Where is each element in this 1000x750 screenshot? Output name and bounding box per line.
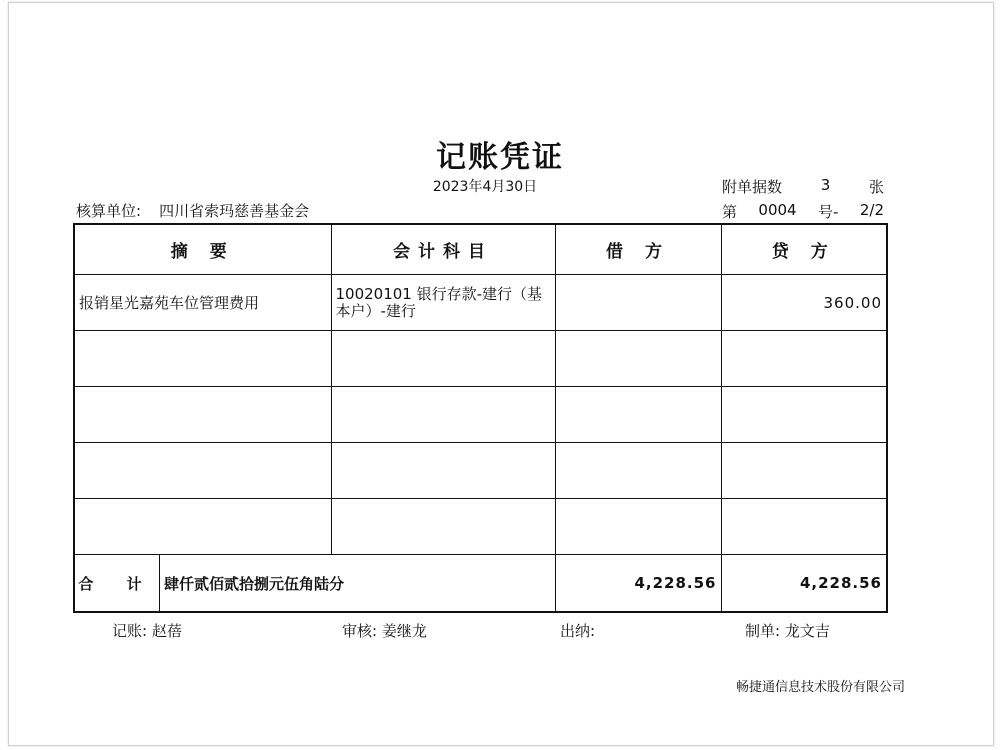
voucher-table: [73, 223, 888, 613]
credit-cell: [721, 387, 887, 443]
summary-cell: [74, 499, 331, 555]
total-cell: [74, 555, 555, 613]
attachments-count: 3: [820, 176, 831, 194]
attachments-label: 附单据数: [722, 178, 783, 196]
credit-cell: [721, 443, 887, 499]
credit-cell: [721, 499, 887, 555]
voucher-date: 2023年4月30日: [432, 179, 538, 195]
account-cell: [331, 443, 555, 499]
table-row: [74, 499, 887, 555]
column-header-credit: 贷 方: [721, 224, 887, 275]
voucher-title: 记账凭证: [436, 140, 564, 175]
credit-cell: [721, 331, 887, 387]
summary-cell: 报销星光嘉苑车位管理费用: [74, 275, 331, 331]
credit-cell: 360.00: [721, 275, 887, 331]
preparer-signature: [745, 620, 830, 641]
table-row: [74, 443, 887, 499]
debit-cell: [555, 387, 721, 443]
bookkeeper-signature: [112, 620, 182, 641]
account-cell: [331, 387, 555, 443]
reviewer-label: 审核:: [342, 622, 378, 640]
serial-prefix: 第: [722, 203, 738, 221]
serial-number: 0004: [758, 201, 797, 219]
bookkeeper-label: 记账:: [112, 622, 148, 640]
debit-cell: [555, 331, 721, 387]
total-debit: 4,228.56: [555, 555, 721, 613]
table-row: [74, 331, 887, 387]
column-header-summary: 摘 要: [74, 224, 331, 275]
debit-cell: [555, 499, 721, 555]
unit-label: 核算单位:: [76, 202, 142, 220]
preparer-name: 龙文吉: [784, 622, 830, 640]
unit-name: 四川省索玛慈善基金会: [159, 202, 310, 220]
account-cell: [331, 499, 555, 555]
serial-page: 2/2: [859, 201, 884, 219]
table-row: [74, 275, 887, 331]
table-header-row: [74, 224, 887, 275]
account-cell: [331, 331, 555, 387]
voucher-serial: [722, 201, 884, 222]
column-header-account: 会计科目: [331, 224, 555, 275]
reviewer-name: 姜继龙: [381, 622, 427, 640]
debit-cell: [555, 443, 721, 499]
accounting-unit: [76, 200, 309, 221]
cashier-signature: [560, 620, 595, 641]
attachments-info: [722, 176, 884, 197]
attachments-unit: 张: [868, 178, 884, 196]
bookkeeper-name: 赵蓓: [151, 622, 182, 640]
serial-suffix: 号-: [818, 203, 839, 221]
debit-cell: [555, 275, 721, 331]
summary-cell: [74, 387, 331, 443]
total-label: 合 计: [75, 555, 160, 611]
total-row: [74, 555, 887, 613]
account-cell: 10020101 银行存款-建行（基本户）-建行: [331, 275, 555, 331]
reviewer-signature: [342, 620, 427, 641]
summary-cell: [74, 443, 331, 499]
preparer-label: 制单:: [745, 622, 781, 640]
column-header-debit: 借 方: [555, 224, 721, 275]
total-amount-words: 肆仟贰佰贰拾捌元伍角陆分: [164, 574, 345, 593]
summary-cell: [74, 331, 331, 387]
cashier-label: 出纳:: [560, 622, 596, 640]
software-company: 畅捷通信息技术股份有限公司: [736, 680, 906, 695]
table-row: [74, 387, 887, 443]
total-credit: 4,228.56: [721, 555, 887, 613]
